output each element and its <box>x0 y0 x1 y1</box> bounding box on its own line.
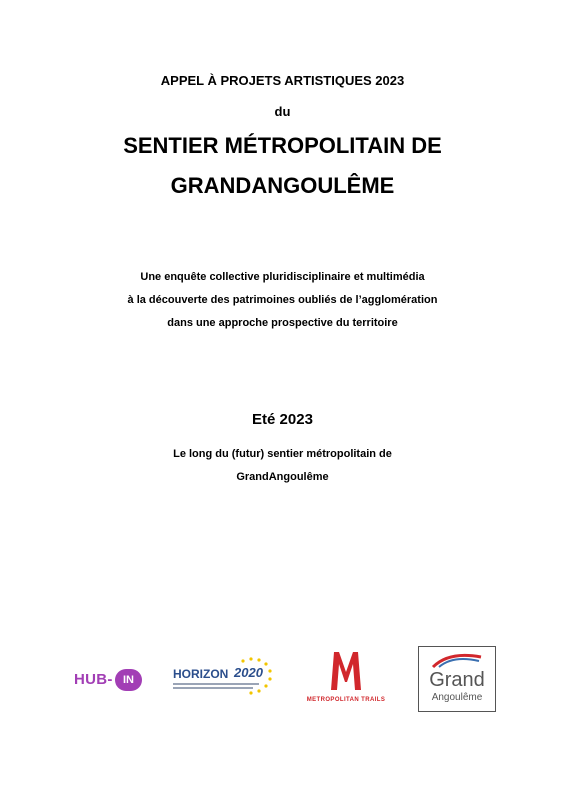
hubin-logo-badge: IN <box>115 669 142 691</box>
description-line: Une enquête collective pluridisciplinaire et multimédia <box>140 271 425 283</box>
grand-logo-word: Grand <box>429 669 485 691</box>
season-label: Eté 2023 <box>252 411 313 428</box>
description <box>0 266 565 335</box>
metropolitan-trails-text: METROPOLITAN TRAILS <box>306 697 386 703</box>
grand-logo-subword: Angoulême <box>431 692 483 703</box>
call-heading: APPEL À PROJETS ARTISTIQUES 2023 <box>160 73 405 88</box>
hubin-logo-text: HUB- <box>74 671 113 688</box>
metropolitan-trails-m-icon <box>328 648 364 692</box>
call-connector: du <box>274 104 291 119</box>
description-line: dans une approche prospective du territoire <box>167 317 398 329</box>
location-line: GrandAngoulême <box>236 471 329 483</box>
location-text <box>0 443 565 489</box>
horizon-logo-year: 2020 <box>234 665 263 680</box>
grand-arc-icon <box>419 647 495 669</box>
horizon-logo-word: HORIZON <box>173 667 229 681</box>
location-line: Le long du (futur) sentier métropolitain de <box>173 448 392 460</box>
grandangouleme-logo <box>418 646 496 712</box>
document-title-line2: GRANDANGOULÊME <box>170 173 395 198</box>
horizon-2020-logo <box>173 655 277 701</box>
document-title-line1: SENTIER MÉTROPOLITAIN DE <box>123 133 442 158</box>
metropolitan-trails-logo <box>303 648 389 708</box>
hubin-logo <box>74 669 144 693</box>
horizon-fine-print <box>173 687 253 689</box>
horizon-fine-print <box>173 683 259 685</box>
description-line: à la découverte des patrimoines oubliés de l’agglomération <box>127 294 438 306</box>
